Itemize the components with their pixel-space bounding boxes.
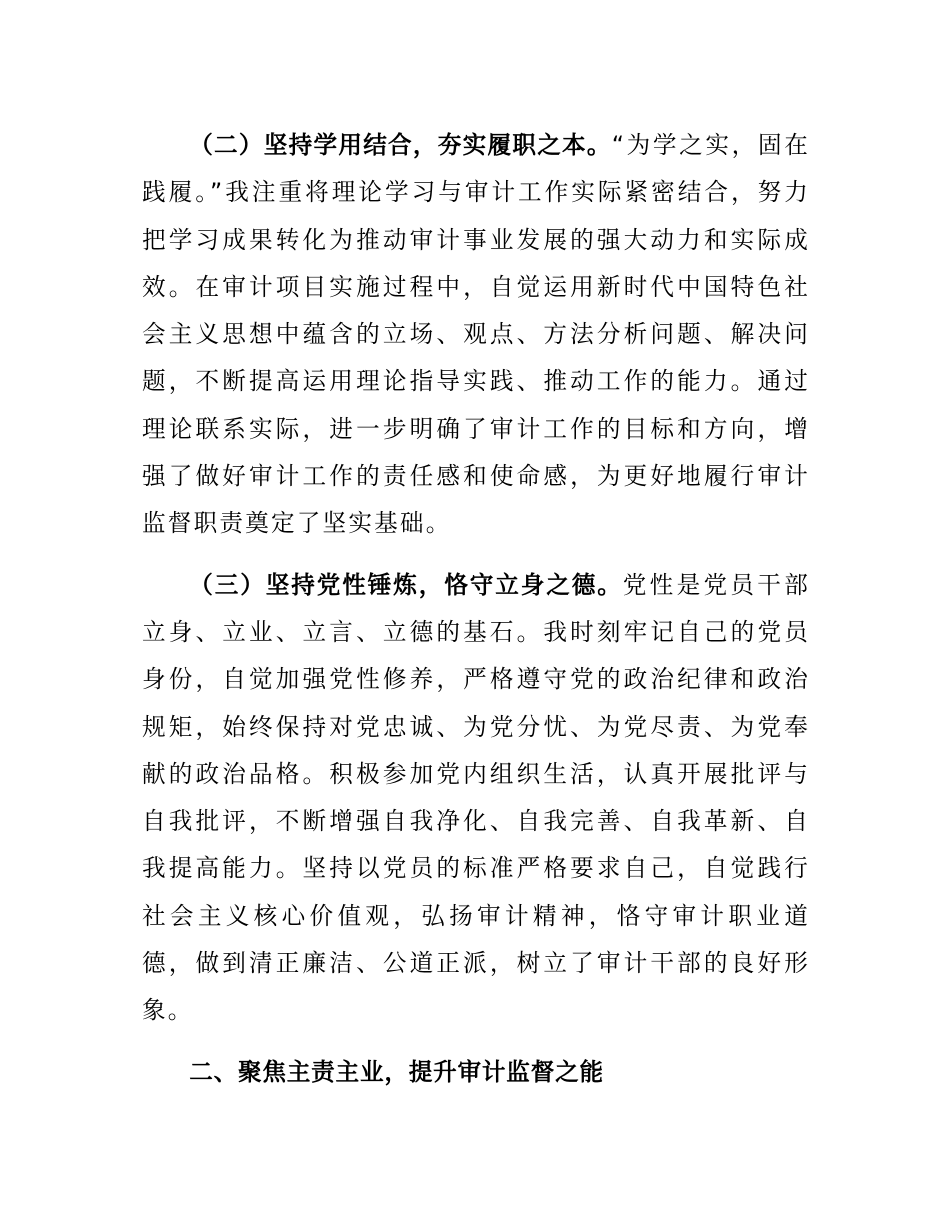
paragraph-study-application: [142, 122, 810, 548]
section-heading: 二、聚焦主责主业，提升审计监督之能: [189, 1057, 604, 1086]
document-page: [142, 122, 810, 1096]
paragraph-body: “为学之实，固在践履。”我注重将理论学习与审计工作实际紧密结合，努力把学习成果转化为推动审计事业发展的强大动力和实际成效。在审计项目实施过程中，自觉运用新时代中国特色社会主义思想中蕴含的立场、观点、方法分析问题、解决问题，不断提高运用理论指导实践、推动工作的能力。通过理论联系实际，进一步明确了审计工作的目标和方向，增强了做好审计工作的责任感和使命感，为更好地履行审计监督职责奠定了坚实基础。: [142, 131, 810, 538]
paragraph-party-spirit: [142, 562, 810, 1035]
paragraph-lead: （二）坚持学用结合，夯实履职之本。: [189, 131, 612, 159]
paragraph-body: 党性是党员干部立身、立业、立言、立德的基石。我时刻牢记自己的党员身份，自觉加强党性修养，严格遵守党的政治纪律和政治规矩，始终保持对党忠诚、为党分忧、为党尽责、为党奉献的政治品格。积极参加党内组织生活，认真开展批评与自我批评，不断增强自我净化、自我完善、自我革新、自我提高能力。坚持以党员的标准严格要求自己，自觉践行社会主义核心价值观，弘扬审计精神，恪守审计职业道德，做到清正廉洁、公道正派，树立了审计干部的良好形象。: [142, 570, 810, 1025]
paragraph-lead: （三）坚持党性锤炼，恪守立身之德。: [189, 570, 623, 599]
